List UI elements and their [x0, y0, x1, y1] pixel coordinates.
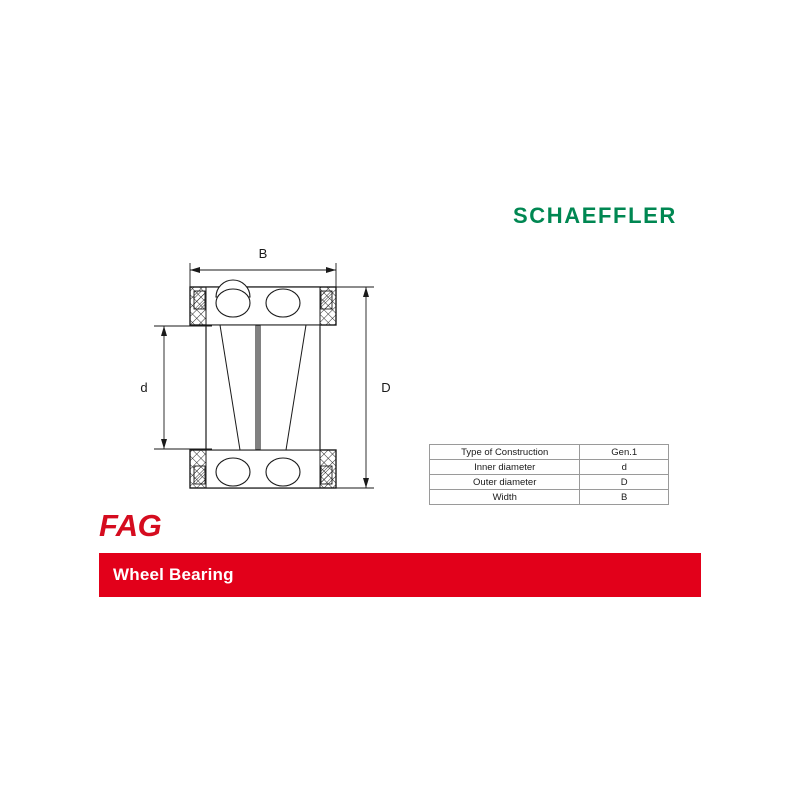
spec-label: Inner diameter [430, 460, 580, 475]
spec-value: B [580, 490, 669, 505]
schaeffler-wordmark: SCHAEFFLER [513, 203, 677, 228]
table-row [430, 475, 669, 490]
specification-table [429, 444, 669, 505]
spec-label: Outer diameter [430, 475, 580, 490]
fag-logo: FAG [99, 508, 162, 543]
spec-value: d [580, 460, 669, 475]
table-row [430, 490, 669, 505]
dimension-label-d-outer: D [381, 380, 391, 395]
dimension-label-d-inner: d [140, 380, 148, 395]
spec-label: Type of Construction [430, 445, 580, 460]
bearing-cross-section-drawing [120, 225, 420, 515]
product-title-bar [99, 553, 701, 597]
product-title: Wheel Bearing [113, 565, 234, 584]
spec-value: Gen.1 [580, 445, 669, 460]
spec-label: Width [430, 490, 580, 505]
table-row [430, 460, 669, 475]
dimension-label-b: B [258, 246, 268, 261]
spec-value: D [580, 475, 669, 490]
table-row [430, 445, 669, 460]
